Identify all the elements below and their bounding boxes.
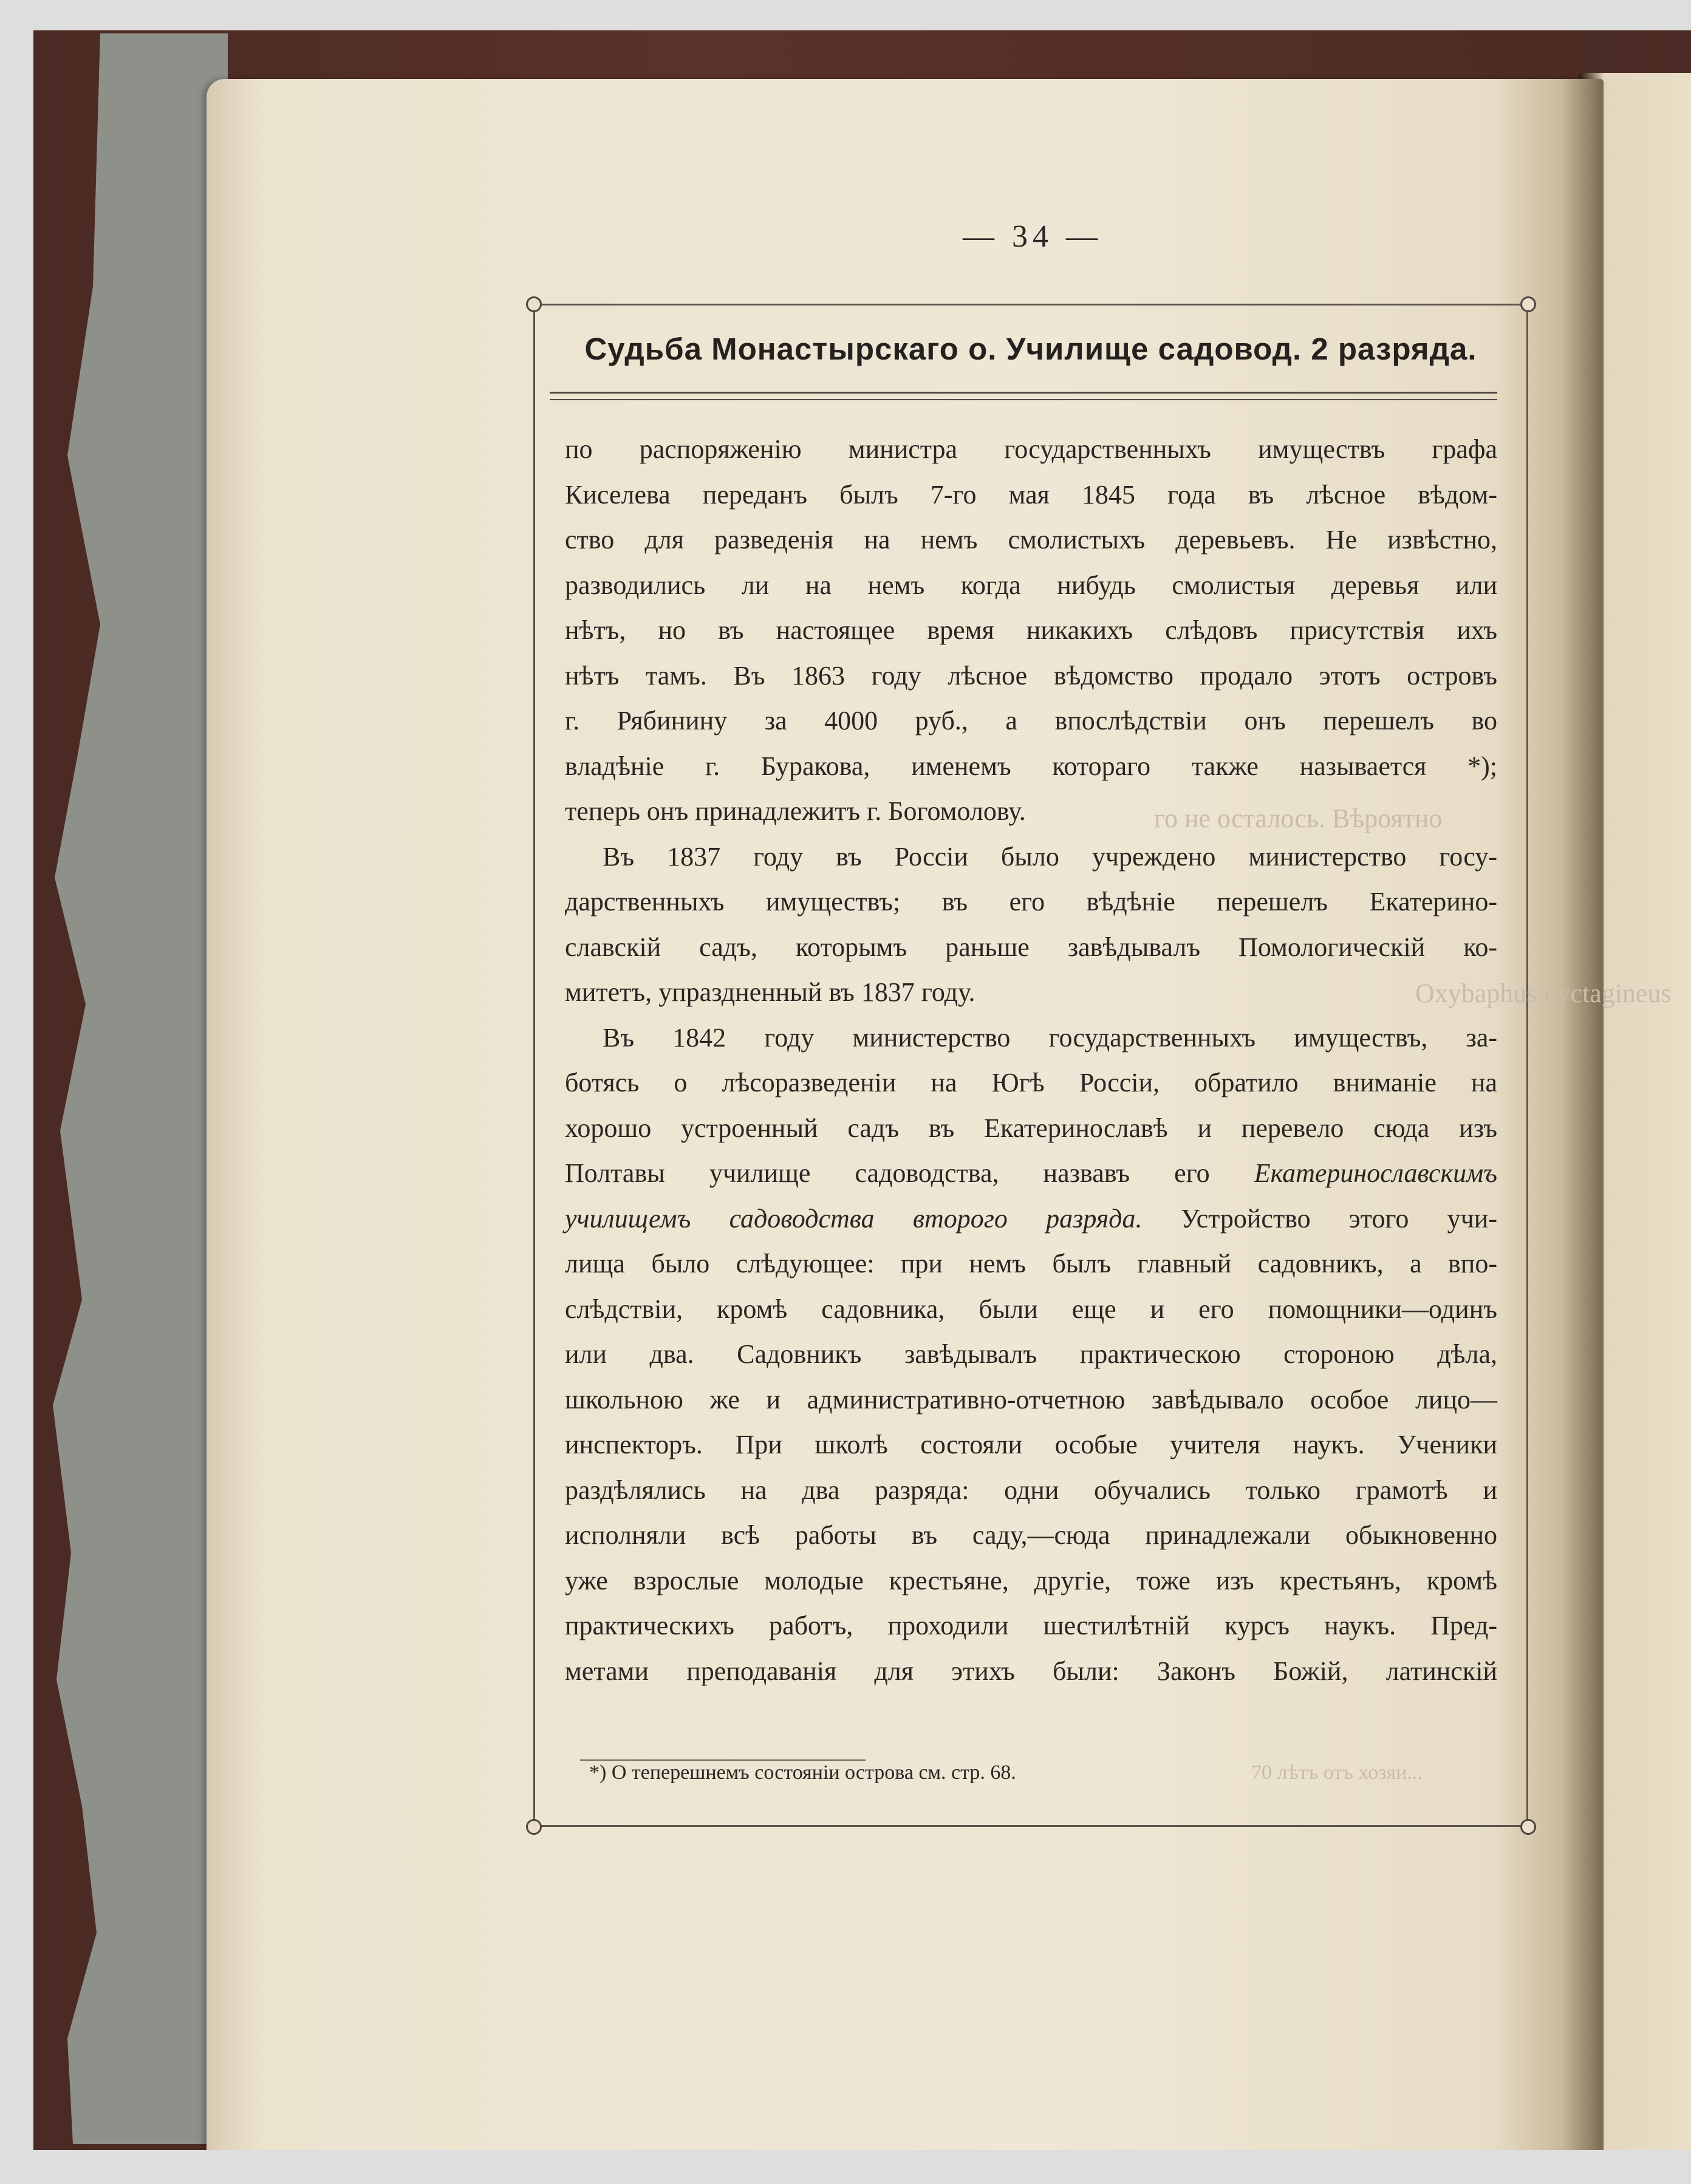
text-line: лища было слѣдующее: при немъ былъ главный садовникъ, а впо- <box>565 1249 1497 1278</box>
text-line: нѣтъ тамъ. Въ 1863 году лѣсное вѣдомство продало этотъ островъ <box>565 660 1497 691</box>
text-line: г. Рябинину за 4000 руб., а впослѣдствіи онъ перешелъ во <box>565 706 1497 735</box>
text-line: метами преподаванія для этихъ были: Законъ Божій, латинскій <box>565 1656 1497 1686</box>
text-line: раздѣлялись на два разряда: одни обучались только грамотѣ и <box>565 1475 1497 1505</box>
body-text <box>565 427 1497 1694</box>
text-segment: Полтавы училище садоводства, назвавъ его <box>565 1158 1210 1188</box>
frame-corner-bottom-right <box>1520 1819 1536 1835</box>
text-line: хорошо устроенный садъ въ Екатеринославѣ и перевело сюда изъ <box>565 1113 1497 1143</box>
header-rule <box>550 399 1497 400</box>
text-line: владѣніе г. Буракова, именемъ котораго также называется *); <box>565 751 1497 781</box>
header-rule <box>550 392 1497 394</box>
text-line: Въ 1837 году въ Россіи было учреждено министерство госу- <box>603 841 1497 872</box>
text-line: славскій садъ, которымъ раньше завѣдывалъ Помологическій ко- <box>565 932 1497 962</box>
text-line: ботясь о лѣсоразведеніи на Югѣ Россіи, обратило вниманіе на <box>565 1068 1497 1097</box>
text-line: разводились ли на немъ когда нибудь смолистыя деревья или <box>565 570 1497 600</box>
page-number: — 34 — <box>963 219 1102 254</box>
frame-corner-bottom-left <box>526 1819 542 1835</box>
italic-phrase: Екатеринославскимъ <box>1254 1158 1498 1188</box>
text-line: исполняли всѣ работы въ саду,—сюда принадлежали обыкновенно <box>565 1520 1497 1550</box>
text-line: практическихъ работъ, проходили шестилѣтній курсъ наукъ. Пред- <box>565 1611 1497 1640</box>
text-line: инспекторъ. При школѣ состояли особые учителя наукъ. Ученики <box>565 1430 1497 1459</box>
running-header: Судьба Монастырскаго о. Училище садовод. 2 разряда. <box>584 332 1477 366</box>
text-line: митетъ, упраздненный въ 1837 году. <box>565 977 975 1007</box>
text-line: или два. Садовникъ завѣдывалъ практическою стороною дѣла, <box>565 1339 1497 1369</box>
text-segment: Устройство этого учи- <box>1180 1203 1497 1234</box>
bleed-through-text: 70 лѣтъ отъ хозяи... <box>1251 1761 1423 1784</box>
text-line <box>565 1196 1497 1242</box>
text-line: Киселева переданъ былъ 7-го мая 1845 года въ лѣсное вѣдом- <box>565 479 1497 510</box>
text-line: нѣтъ, но въ настоящее время никакихъ слѣдовъ присутствія ихъ <box>565 615 1497 645</box>
scan-background <box>33 2150 1691 2184</box>
text-line: уже взрослые молодые крестьяне, другіе, тоже изъ крестьянъ, кромѣ <box>565 1565 1497 1595</box>
text-line <box>565 1151 1497 1196</box>
footnote-rule <box>580 1759 866 1761</box>
text-line: ство для разведенія на немъ смолистыхъ деревьевъ. Не извѣстно, <box>565 525 1497 555</box>
frame-corner-top-right <box>1520 296 1536 312</box>
text-line: дарственныхъ имуществъ; въ его вѣдѣніе перешелъ Екатерино- <box>565 887 1497 916</box>
text-line: теперь онъ принадлежитъ г. Богомолову. <box>565 796 1026 826</box>
text-line: Въ 1842 году министерство государственныхъ имуществъ, за- <box>603 1022 1497 1053</box>
frame-corner-top-left <box>526 296 542 312</box>
text-line: по распоряженію министра государственныхъ имуществъ графа <box>565 434 1497 464</box>
italic-phrase: училищемъ садоводства второго разряда. <box>565 1203 1143 1234</box>
text-line: слѣдствіи, кромѣ садовника, были еще и его помощники—одинъ <box>565 1294 1497 1324</box>
bleed-through-text: го не осталось. Вѣроятно <box>1154 804 1443 833</box>
bleed-through-text: Oxybaphus nyctagineus <box>1415 978 1672 1008</box>
footnote: *) О теперешнемъ состояніи острова см. стр. 68. <box>589 1761 1016 1784</box>
text-line: школьною же и административно-отчетною завѣдывало особое лицо— <box>565 1384 1497 1414</box>
